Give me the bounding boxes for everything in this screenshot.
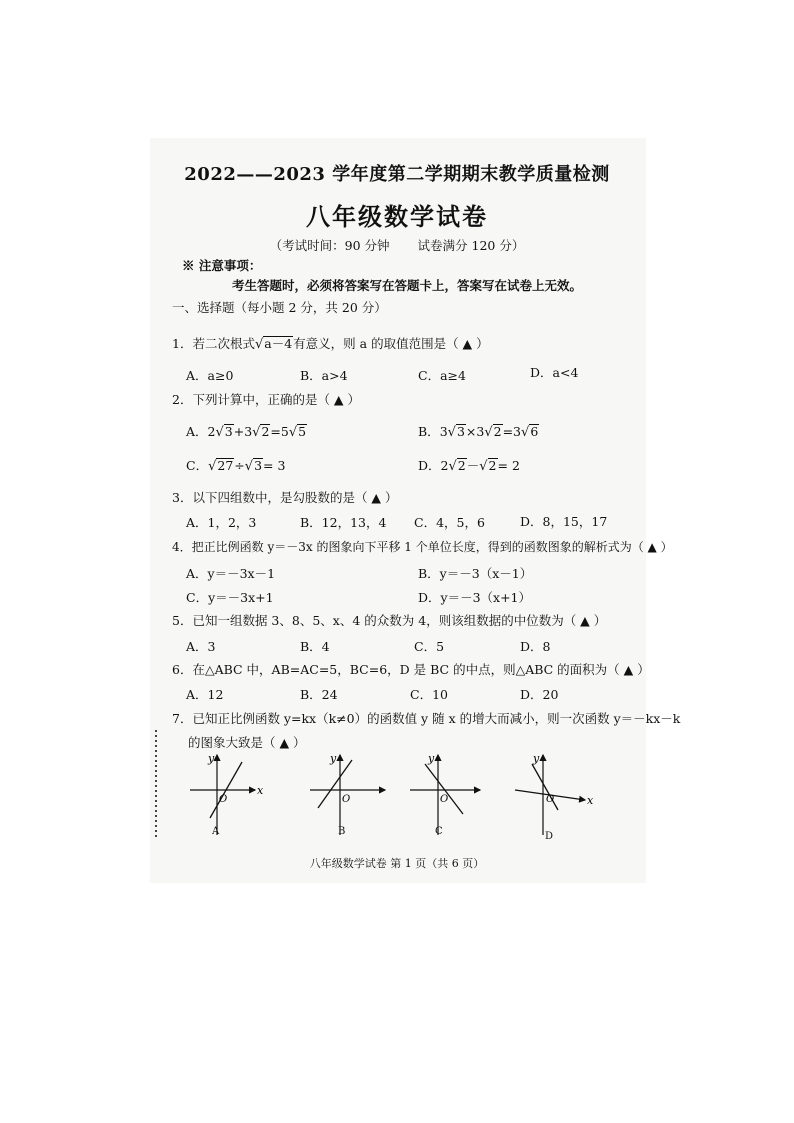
q1-option-d: D．a<4 — [530, 365, 579, 380]
graph-d-x-label: x — [587, 794, 594, 807]
q6-option-d: D．20 — [520, 687, 559, 702]
graph-b-y-label: y — [330, 752, 337, 765]
graph-c-origin: O — [440, 794, 449, 805]
graph-c-y-label: y — [428, 752, 435, 765]
graph-b-label: B — [338, 826, 346, 837]
graph-a-label: A — [212, 826, 220, 837]
q6-option-a: A．12 — [186, 687, 224, 702]
q2-option-b: B．3√3×3√2=3√6 — [418, 424, 539, 440]
q6-option-b: B．24 — [300, 687, 338, 702]
question-1-stem: 1．若二次根式√a－4有意义，则 a 的取值范围是（ ▲ ） — [172, 336, 489, 352]
q4-option-a: A．y＝－3x－1 — [186, 566, 276, 581]
q4-option-c: C．y＝－3x+1 — [186, 590, 274, 605]
graph-d-origin: O — [546, 794, 555, 805]
exam-title: 2022——2023 学年度第二学期期末教学质量检测 — [184, 164, 610, 185]
question-2-stem: 2．下列计算中，正确的是（ ▲ ） — [172, 392, 361, 407]
paper-title: 八年级数学试卷 — [306, 202, 488, 231]
notice-text: 考生答题时，必须将答案写在答题卡上，答案写在试卷上无效。 — [232, 278, 583, 293]
q6-option-c: C．10 — [410, 687, 448, 702]
exam-info — [0, 236, 794, 254]
q1-option-b: B．a>4 — [300, 368, 348, 383]
graph-c-label: C — [435, 826, 443, 837]
q4-option-d: D．y＝－3（x+1） — [418, 590, 532, 605]
q5-option-c: C．5 — [414, 639, 445, 654]
q1-option-c: C．a≥4 — [418, 368, 466, 383]
q5-option-a: A．3 — [186, 639, 216, 654]
binding-dotted-line — [155, 730, 157, 840]
q5-option-b: B．4 — [300, 639, 330, 654]
q1-option-a: A．a≥0 — [186, 368, 234, 383]
graph-a-x-label: x — [257, 784, 264, 797]
q2-option-a: A．2√3+3√2=5√5 — [186, 424, 307, 440]
q2-option-d: D．2√2－√2= 2 — [418, 458, 520, 474]
question-4-stem: 4．把正比例函数 y＝－3x 的图象向下平移 1 个单位长度，得到的函数图象的解析式为（ ▲ ） — [172, 540, 673, 554]
q7-graph-c — [410, 752, 480, 835]
q4-option-b: B．y＝－3（x－1） — [418, 566, 533, 581]
section-heading: 一、选择题（每小题 2 分，共 20 分） — [172, 300, 387, 315]
exam-time: （考试时间：90 分钟 — [269, 238, 390, 253]
q7-graph-a — [190, 752, 264, 835]
radical-expression: a－4 — [264, 336, 293, 351]
question-5-stem: 5．已知一组数据 3、8、5、x、4 的众数为 4，则该组数据的中位数为（ ▲ ） — [172, 613, 607, 628]
q7-graph-b — [310, 752, 385, 835]
graph-d-y-label: y — [533, 752, 540, 765]
q3-option-a: A．1，2，3 — [186, 515, 257, 530]
q5-option-d: D．8 — [520, 639, 551, 654]
question-7-stem-line2: 的图象大致是（ ▲ ） — [188, 735, 306, 750]
graph-a-y-label: y — [208, 752, 215, 765]
q3-option-b: B．12，13，4 — [300, 515, 387, 530]
q3-option-d: D．8，15，17 — [520, 514, 608, 529]
full-score: 试卷满分 120 分） — [417, 238, 525, 253]
graph-b-origin: O — [342, 794, 351, 805]
notice-label: ※ 注意事项： — [182, 258, 262, 273]
question-7-stem: 7．已知正比例函数 y=kx（k≠0）的函数值 y 随 x 的增大而减小，则一次函数 y＝－kx－k — [172, 711, 681, 726]
graph-d-label: D — [545, 831, 554, 842]
q7-graph-d — [515, 752, 594, 835]
question-6-stem: 6．在△ABC 中，AB=AC=5，BC=6，D 是 BC 的中点，则△ABC 的面积为（ ▲ ） — [172, 662, 650, 677]
q7-graphs — [180, 750, 620, 842]
question-3-stem: 3．以下四组数中，是勾股数的是（ ▲ ） — [172, 490, 398, 505]
q2-option-c: C．√27÷√3= 3 — [186, 458, 286, 474]
q3-option-c: C．4，5，6 — [414, 515, 485, 530]
page-footer: 八年级数学试卷 第 1 页（共 6 页） — [309, 857, 485, 870]
graph-a-origin: O — [219, 794, 228, 805]
